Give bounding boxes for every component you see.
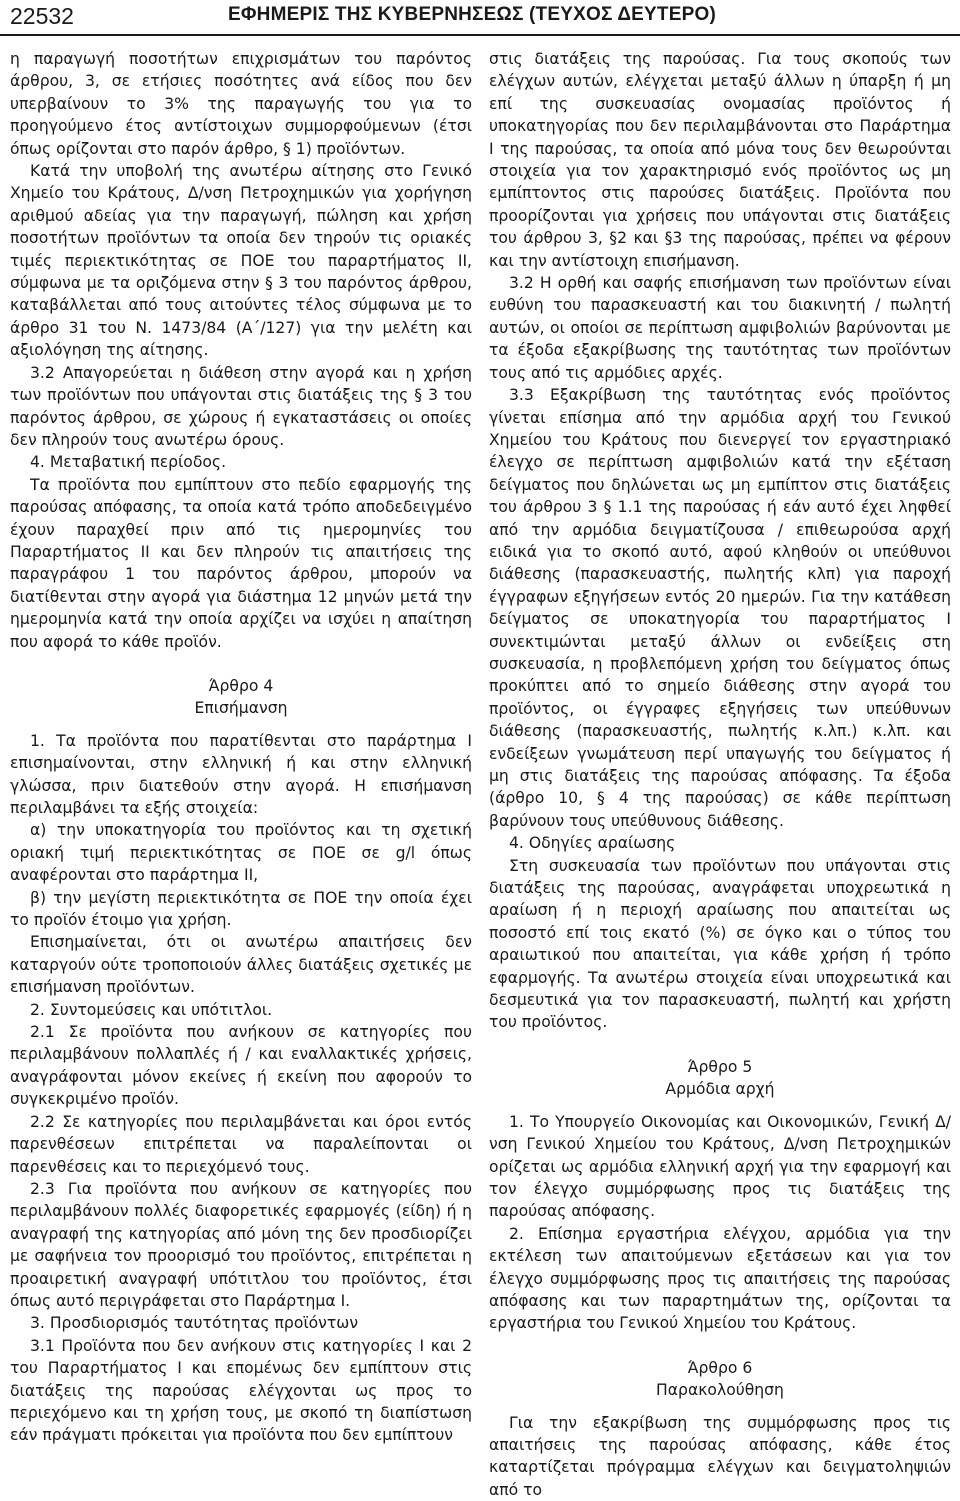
gazette-title: ΕΦΗΜΕΡΙΣ ΤΗΣ ΚΥΒΕΡΝΗΣΕΩΣ (ΤΕΥΧΟΣ ΔΕΥΤΕΡΟ)	[228, 4, 716, 25]
right-column	[489, 48, 951, 1499]
paragraph: 2.3 Για προϊόντα που ανήκουν σε κατηγορίες που περιλαμβάνουν πολλές διαφορετικές εφαρμογές (είδη) ή η αναγραφή της κατηγορίας από μόνη της δεν προσδιορίζει με σαφήνεια τον προορισμό του προϊόντος, επιτρέπεται η προαιρετική αναγραφή υπότιτλου του προϊόντος, έτσι όπως αυτό περιγράφεται στο Παράρτημα I.	[10, 1179, 472, 1310]
article-4-title: Άρθρο 4	[208, 676, 274, 695]
paragraph: Στη συσκευασία των προϊόντων που υπάγονται στις διατάξεις της παρούσας, αναγράφεται υποχρεωτικά η αραίωση ή η περιοχή αραίωσης που απαιτείται ως ποσοστό επί τοις εκατό (%) σε όγκο και ο τύπος του αραιωτικού που απαιτείται, για κάθε χρήση ή τρόπο εφαρμογής. Τα ανωτέρω στοιχεία είναι υποχρεωτικά και δεσμευτικά για τον παρασκευαστή, πωλητή και χρήστη του προϊόντος.	[489, 856, 951, 1032]
paragraph: α) την υποκατηγορία του προϊόντος και τη σχετική οριακή τιμή περιεκτικότητας σε ΠΟΕ σε g/l όπως αναφέρονται στο παράρτημα II,	[10, 821, 472, 885]
section-heading: 4. Μεταβατική περίοδος.	[30, 453, 227, 472]
paragraph: 2. Επίσημα εργαστήρια ελέγχου, αρμόδια για την εκτέλεση των απαιτούμενων εξετάσεων και για τον έλεγχο συμμόρφωσης προς τις απαιτήσεις της παρούσας απόφασης και των παραρτημάτων της, ορίζονται τα εργαστήρια του Γενικού Χημείου του Κράτους.	[489, 1224, 951, 1333]
section-heading: 4. Οδηγίες αραίωσης	[509, 834, 676, 853]
paragraph: β) την μεγίστη περιεκτικότητα σε ΠΟΕ την οποία έχει το προϊόν έτοιμο για χρήση.	[10, 888, 472, 930]
left-column	[10, 48, 472, 1445]
paragraph: 2.1 Σε προϊόντα που ανήκουν σε κατηγορίες που περιλαμβάνουν πολλαπλές ή / και εναλλακτικές χρήσεις, αναγράφονται μόνον εκείνες ή εκείνη που αφορούν το συγκεκριμένο προϊόν.	[10, 1023, 472, 1109]
paragraph: 3.3 Εξακρίβωση της ταυτότητας ενός προϊόντος γίνεται επίσημα από την αρμόδια αρχή του Γενικού Χημείου του Κράτους που διενεργεί τον εργαστηριακό έλεγχο σε περίπτωση αμφιβολιών κατά την εξέταση δείγματος που δηλώνεται ως μη εμπίπτον στις διατάξεις του άρθρου 3 § 1.1 της παρούσας ή εάν αυτό έχει ληφθεί από την αρμόδια δειγματίζουσα / επιθεωρούσα αρχή ειδικά για το σκοπό αυτό, αφού κληθούν οι υπεύθυνοι διάθεσης (παρασκευαστής, πωλητής κλπ) για παροχή έγγραφων εξηγήσεων εντός 20 ημερών. Για την κατάθεση δείγματος σε υποκατηγορία του παραρτήματος I συνεκτιμώνται μεταξύ άλλων οι ενδείξεις στη συσκευασία, η προβλεπόμενη χρήση του δείγματος όπως προκύπτει από το σημείο διάθεσης στην αγορά του προϊόντος, οι έγγραφες εξηγήσεις των υπεύθυνων διάθεσης (παρασκευαστής, πωλητής κ.λπ.) κ.λπ. και ενδείξεων γνωμάτευση περί υπαγωγής του δείγματος ή μη στις διατάξεις της παρούσας απόφασης. Τα έξοδα (άρθρο 10, § 4 της παρούσας) σε κάθε περίπτωση βαρύνουν τους υπεύθυνους διάθεσης.	[489, 386, 951, 830]
paragraph: 1. Το Υπουργείο Οικονομίας και Οικονομικών, Γενική Δ/νση Γενικού Χημείου του Κράτους, Δ/νση Πετροχημικών ορίζεται ως αρμόδια ελληνική αρχή για την εφαρμογή και τον έλεγχο συμμόρφωσης προς τις διατάξεις της παρούσας απόφασης.	[489, 1112, 951, 1221]
paragraph: Για την εξακρίβωση της συμμόρφωσης προς τις απαιτήσεις της παρούσας απόφασης, κάθε έτος καταρτίζεται πρόγραμμα ελέγχων και δειγματοληψιών από το	[489, 1413, 951, 1499]
page-header	[0, 0, 960, 38]
article-4-subtitle: Επισήμανση	[194, 699, 288, 718]
paragraph: Κατά την υποβολή της ανωτέρω αίτησης στο Γενικό Χημείο του Κράτους, Δ/νση Πετροχημικών για χορήγηση αριθμού αδείας για την παραγωγή, πώληση και χρήση ποσοτήτων προϊόντων τα οποία δεν τηρούν τις οριακές τιμές περιεκτικότητας σε ΠΟΕ του παραρτήματος II, σύμφωνα με τα οριζόμενα στην § 3 του παρόντος άρθρου, καταβάλλεται από τους αιτούντες τέλος σύμφωνα με το άρθρο 31 του Ν. 1473/84 (Α΄/127) για την μελέτη και αξιολόγηση της αίτησης.	[10, 162, 472, 360]
paragraph: η παραγωγή ποσοτήτων επιχρισμάτων του παρόντος άρθρου, 3, σε ετήσιες ποσότητες ανά είδος που δεν υπερβαίνουν το 3% της παραγωγής του για το προηγούμενο έτος αντίστοιχων συμμορφούμενων (έτσι όπως ορίζονται στο παρόν άρθρο, § 1) προϊόντων.	[10, 50, 472, 158]
paragraph: 3.2 Η ορθή και σαφής επισήμανση των προϊόντων είναι ευθύνη του παρασκευαστή και του διακινητή / πωλητή αυτών, οι οποίοι σε περίπτωση αμφιβολιών βαρύνονται με τα έξοδα εξακρίβωσης της ταυτότητας των προϊόντων τους από τις αρμόδιες αρχές.	[489, 274, 951, 382]
paragraph: Επισημαίνεται, ότι οι ανωτέρω απαιτήσεις δεν καταργούν ούτε τροποποιούν άλλες διατάξεις σχετικές με επισήμανση προϊόντων.	[10, 933, 472, 997]
article-6-subtitle: Παρακολούθηση	[656, 1381, 784, 1400]
paragraph: Τα προϊόντα που εμπίπτουν στο πεδίο εφαρμογής της παρούσας απόφασης, τα οποία κατά τρόπο αποδεδειγμένο έχουν παραχθεί πριν από τις ημερομηνίες του Παραρτήματος II και δεν πληρούν τις απαιτήσεις της παραγράφου 1 του παρόντος άρθρου, μπορούν να διατίθενται στην αγορά για διάστημα 12 μηνών μετά την ημερομηνία κατά την οποία αρχίζει να ισχύει η απαίτηση που αφορά το κάθε προϊόν.	[10, 475, 472, 651]
paragraph: 3.1 Προϊόντα που δεν ανήκουν στις κατηγορίες I και 2 του Παραρτήματος I και επομένως δεν εμπίπτουν στις διατάξεις της παρούσας ελέγχονται ως προς το περιεχόμενο και τη χρήση τους, με σκοπό τη διαπίστωση εάν πράγματι πρόκειται για προϊόντα που δεν εμπίπτουν	[10, 1336, 472, 1445]
paragraph: 2.2 Σε κατηγορίες που περιλαμβάνεται και όροι εντός παρενθέσεων επιτρέπεται να παραλείπονται οι παρενθέσεις και το περιεχόμενό τους.	[10, 1112, 472, 1176]
paragraph: στις διατάξεις της παρούσας. Για τους σκοπούς των ελέγχων αυτών, ελέγχεται μεταξύ άλλων η ύπαρξη ή μη επί της συσκευασίας ονομασίας προϊόντος ή υποκατηγορίας που δεν περιλαμβάνονται στο Παράρτημα I της παρούσας, τα οποία από μόνα τους δεν θεωρούνται στοιχεία για τον χαρακτηρισμό ενός προϊόντος ως μη εμπίπτοντος στις παρούσες διατάξεις. Προϊόντα που προορίζονται για χρήσεις που υπάγονται στις διατάξεις του άρθρου 3, §2 και §3 της παρούσας, πρέπει να φέρουν και την αντίστοιχη επισήμανση.	[489, 50, 951, 270]
article-6-title: Άρθρο 6	[687, 1358, 753, 1377]
section-heading: 2. Συντομεύσεις και υπότιτλοι.	[30, 1000, 273, 1019]
header-rule	[0, 34, 960, 36]
article-5-title: Άρθρο 5	[687, 1057, 753, 1076]
paragraph: 3.2 Απαγορεύεται η διάθεση στην αγορά και η χρήση των προϊόντων που υπάγονται στις διατάξεις της § 3 του παρόντος άρθρου, σε χώρους ή εγκαταστάσεις οι οποίες δεν πληρούν τους ανωτέρω όρους.	[10, 363, 472, 449]
paragraph: 1. Τα προϊόντα που παρατίθενται στο παράρτημα I επισημαίνονται, στην ελληνική ή και στην ελληνική γλώσσα, πριν διατεθούν στην αγορά. Η επισήμανση περιλαμβάνει τα εξής στοιχεία:	[10, 731, 472, 817]
section-heading: 3. Προσδιορισμός ταυτότητας προϊόντων	[30, 1314, 359, 1333]
article-5-subtitle: Αρμόδια αρχή	[665, 1080, 775, 1099]
page-number: 22532	[10, 3, 74, 29]
